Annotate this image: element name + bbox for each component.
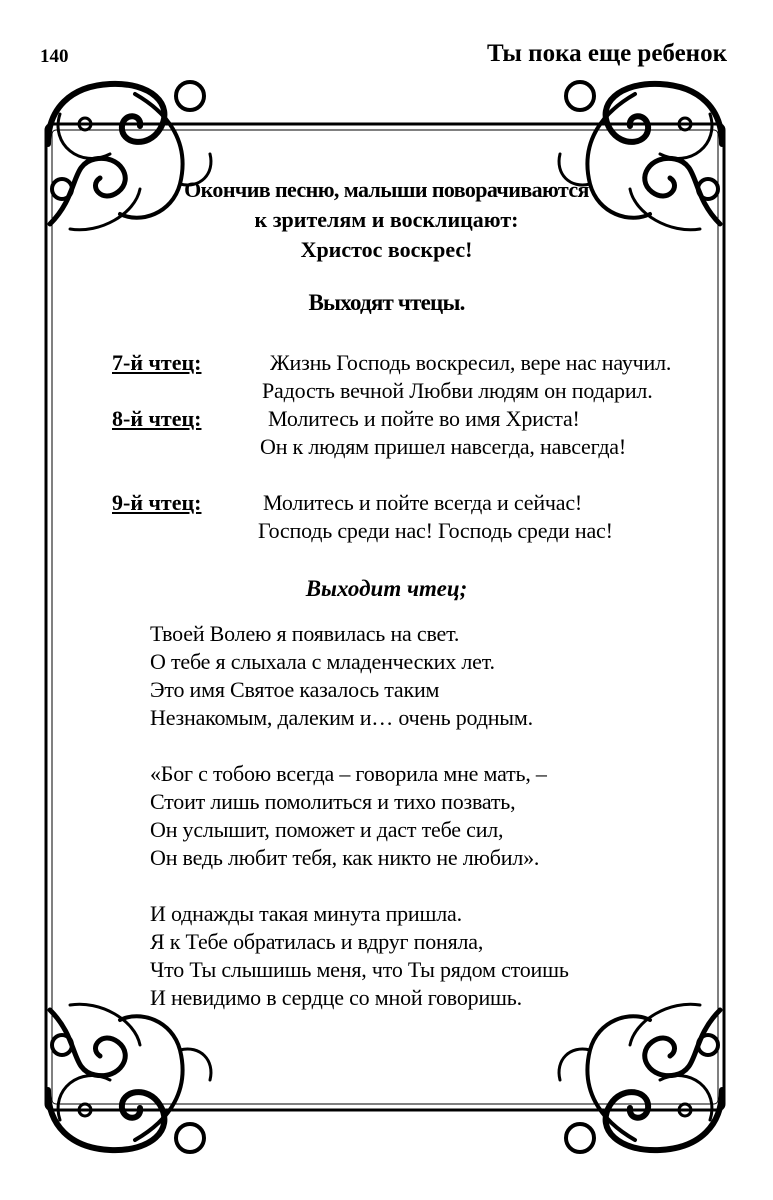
- poem-line: О тебе я слыхала с младенческих лет.: [150, 649, 495, 674]
- poem-line: Это имя Святое казалось таким: [150, 677, 440, 702]
- poem-stanza: [150, 620, 569, 732]
- intro-exclamation: Христос воскрес!: [300, 237, 473, 262]
- poem-line: Я к Тебе обратилась и вдруг поняла,: [150, 929, 484, 954]
- poem-line: «Бог с тобою всегда – говорила мне мать, –: [150, 761, 547, 786]
- poem-stanza: [150, 760, 569, 872]
- reader-label: 9-й чтец:: [112, 490, 202, 515]
- reader-line: Молитесь и пойте всегда и сейчас!: [263, 490, 583, 515]
- poem-line: Твоей Волею я появилась на свет.: [150, 621, 460, 646]
- reader-line: Господь среди нас! Господь среди нас!: [258, 518, 613, 543]
- stage-direction-readers: Выходят чтецы.: [308, 290, 465, 315]
- intro-line: к зрителям и восклицают:: [254, 207, 519, 232]
- reader-label: 7-й чтец:: [112, 350, 202, 375]
- poem-line: Стоит лишь помолиться и тихо позвать,: [150, 789, 516, 814]
- poem-line: И однажды такая минута пришла.: [150, 901, 462, 926]
- poem-stanza: [150, 900, 569, 1012]
- reader-line: Радость вечной Любви людям он подарил.: [262, 378, 653, 403]
- running-title: Ты пока еще ребенок: [486, 40, 727, 67]
- poem-line: И невидимо в сердце со мной говоришь.: [150, 985, 522, 1010]
- reader-label: 8-й чтец:: [112, 406, 202, 431]
- intro-line: Окончив песню, малыши поворачиваются: [184, 177, 589, 202]
- poem-line: Он ведь любит тебя, как никто не любил».: [150, 845, 540, 870]
- page-number: 140: [40, 46, 69, 67]
- poem: [150, 620, 569, 1040]
- poem-line: Незнакомым, далеким и… очень родным.: [150, 705, 533, 730]
- reader-line: Молитесь и пойте во имя Христа!: [268, 406, 580, 431]
- reader-line: Жизнь Господь воскресил, вере нас научил.: [270, 350, 672, 375]
- stage-direction-reader: Выходит чтец;: [305, 576, 468, 601]
- poem-line: Он услышит, поможет и даст тебе сил,: [150, 817, 504, 842]
- poem-line: Что Ты слышишь меня, что Ты рядом стоишь: [150, 957, 569, 982]
- intro-direction: [100, 175, 673, 265]
- reader-line: Он к людям пришел навсегда, навсегда!: [260, 434, 626, 459]
